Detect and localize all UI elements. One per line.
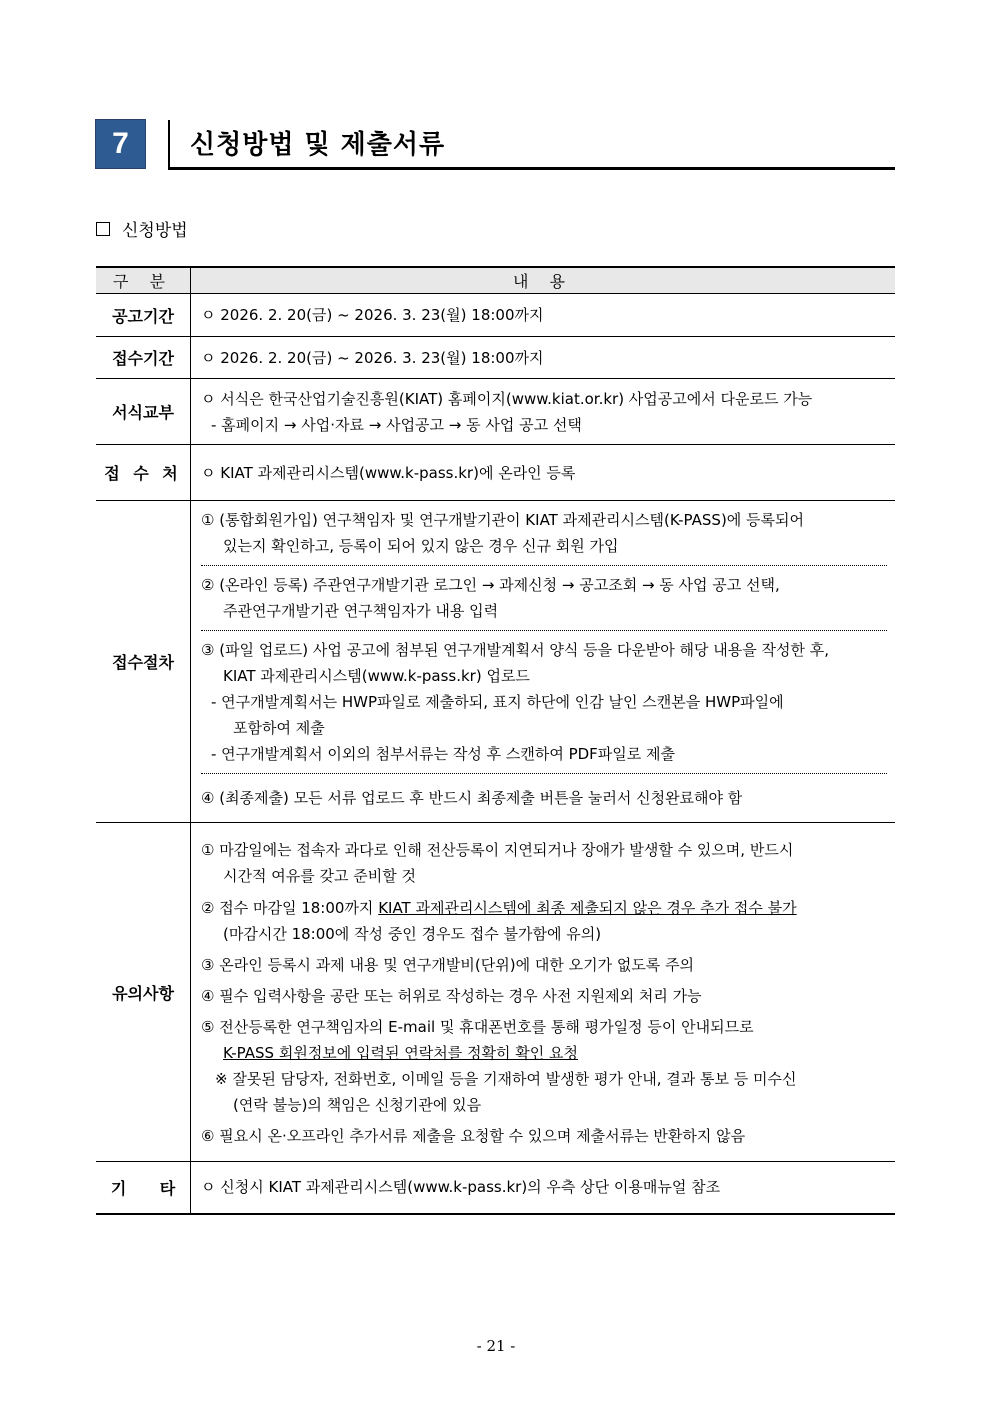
caution-line: [201, 895, 887, 921]
caution-note-line: (연락 불능)의 책임은 신청기관에 있음: [233, 1096, 482, 1114]
caution-2-prefix: ② 접수 마감일 18:00까지: [201, 899, 379, 917]
table-row: [96, 501, 895, 823]
row-content: [191, 823, 896, 1162]
procedure-step-3-line: - 연구개발계획서는 HWP파일로 제출하되, 표지 하단에 인감 날인 스캔본을 HWP파일에: [211, 693, 784, 711]
caution-line: (마감시간 18:00에 작성 중인 경우도 접수 불가함에 유의): [223, 925, 602, 943]
row-label: 기 타: [96, 1162, 191, 1214]
caution-line: ③ 온라인 등록시 과제 내용 및 연구개발비(단위)에 대한 오기가 없도록 주의: [201, 956, 695, 974]
etc-text: ㅇ 신청시 KIAT 과제관리시스템(www.k-pass.kr)의 우측 상단 이용매뉴얼 참조: [201, 1178, 721, 1197]
row-label: 서식교부: [96, 379, 191, 445]
caution-line: 시간적 여유를 갖고 준비할 것: [223, 867, 416, 885]
caution-line: [201, 1040, 887, 1066]
caution-line: ⑤ 전산등록한 연구책임자의 E-mail 및 휴대폰번호를 통해 평가일정 등이 안내되므로: [201, 1018, 754, 1036]
procedure-step-2-line: ② (온라인 등록) 주관연구개발기관 로그인 → 과제신청 → 공고조회 → 동 사업 공고 선택,: [201, 576, 780, 594]
row-content: [191, 445, 896, 501]
section-number-badge: 7: [95, 119, 146, 169]
table-row: [96, 1162, 895, 1214]
checkbox-square-icon: [96, 222, 110, 236]
title-underline: [168, 167, 895, 170]
row-label: 유의사항: [96, 823, 191, 1162]
application-method-table: [96, 266, 895, 1215]
caution-2-emphasis: KIAT 과제관리시스템에 최종 제출되지 않은 경우 추가 접수 불가: [378, 899, 797, 917]
header-category: 구 분: [96, 267, 191, 294]
table-row: [96, 445, 895, 501]
table-row: [96, 379, 895, 445]
procedure-step-3-line: KIAT 과제관리시스템(www.k-pass.kr) 업로드: [223, 667, 530, 685]
procedure-step-3-line: - 연구개발계획서 이외의 첨부서류는 작성 후 스캔하여 PDF파일로 제출: [211, 745, 676, 763]
procedure-step: [201, 774, 887, 822]
subheading: [96, 216, 188, 241]
table-row: [96, 337, 895, 379]
procedure-step-1-line: ① (통합회원가입) 연구책임자 및 연구개발기관이 KIAT 과제관리시스템(K-PASS)에 등록되어: [201, 511, 805, 529]
row-content: [191, 1162, 896, 1214]
procedure-step-1-line: 있는지 확인하고, 등록이 되어 있지 않은 경우 신규 회원 가입: [223, 537, 619, 555]
subheading-text: 신청방법: [122, 221, 188, 241]
form-distribution-path: - 홈페이지 → 사업·자료 → 사업공고 → 동 사업 공고 선택: [211, 415, 582, 434]
row-content: [191, 501, 896, 823]
procedure-step-3-line: ③ (파일 업로드) 사업 공고에 첨부된 연구개발계획서 양식 등을 다운받아 해당 내용을 작성한 후,: [201, 641, 830, 659]
row-label: 접 수 처: [96, 445, 191, 501]
procedure-step: [201, 501, 887, 566]
table-row: [96, 823, 895, 1162]
row-content: [191, 379, 896, 445]
row-label: 공고기간: [96, 294, 191, 337]
row-content: [191, 294, 896, 337]
page-number: - 21 -: [476, 1337, 516, 1355]
procedure-step: [201, 631, 887, 774]
procedure-step-3-line: 포함하여 제출: [233, 719, 325, 737]
caution-line: ⑥ 필요시 온·오프라인 추가서류 제출을 요청할 수 있으며 제출서류는 반환하지 않음: [201, 1127, 746, 1145]
header-content: 내 용: [191, 267, 896, 294]
caution-5-emphasis: K-PASS 회원정보에 입력된 연락처를 정확히 확인 요청: [223, 1044, 578, 1062]
procedure-step-4-line: ④ (최종제출) 모든 서류 업로드 후 반드시 최종제출 버튼을 눌러서 신청완료해야 함: [201, 789, 743, 807]
receipt-period-text: ㅇ 2026. 2. 20(금) ~ 2026. 3. 23(월) 18:00까지: [201, 348, 544, 367]
row-content: [191, 337, 896, 379]
procedure-step-2-line: 주관연구개발기관 연구책임자가 내용 입력: [223, 602, 499, 620]
receipt-place-text: ㅇ KIAT 과제관리시스템(www.k-pass.kr)에 온라인 등록: [201, 463, 576, 482]
notice-period-text: ㅇ 2026. 2. 20(금) ~ 2026. 3. 23(월) 18:00까지: [201, 306, 544, 324]
procedure-step: [201, 566, 887, 631]
row-label: 접수절차: [96, 501, 191, 823]
title-vertical-rule: [168, 120, 170, 170]
caution-line: ① 마감일에는 접속자 과다로 인해 전산등록이 지연되거나 장애가 발생할 수 있으며, 반드시: [201, 841, 794, 859]
form-distribution-line: ㅇ 서식은 한국산업기술진흥원(KIAT) 홈페이지(www.kiat.or.kr) 사업공고에서 다운로드 가능: [201, 389, 813, 408]
table-row: [96, 294, 895, 337]
row-label: 접수기간: [96, 337, 191, 379]
section-title: 신청방법 및 제출서류: [190, 130, 446, 160]
table-header-row: [96, 267, 895, 294]
caution-line: ④ 필수 입력사항을 공란 또는 허위로 작성하는 경우 사전 지원제외 처리 가능: [201, 987, 702, 1005]
caution-note-line: ※ 잘못된 담당자, 전화번호, 이메일 등을 기재하여 발생한 평가 안내, 결과 통보 등 미수신: [215, 1070, 797, 1088]
